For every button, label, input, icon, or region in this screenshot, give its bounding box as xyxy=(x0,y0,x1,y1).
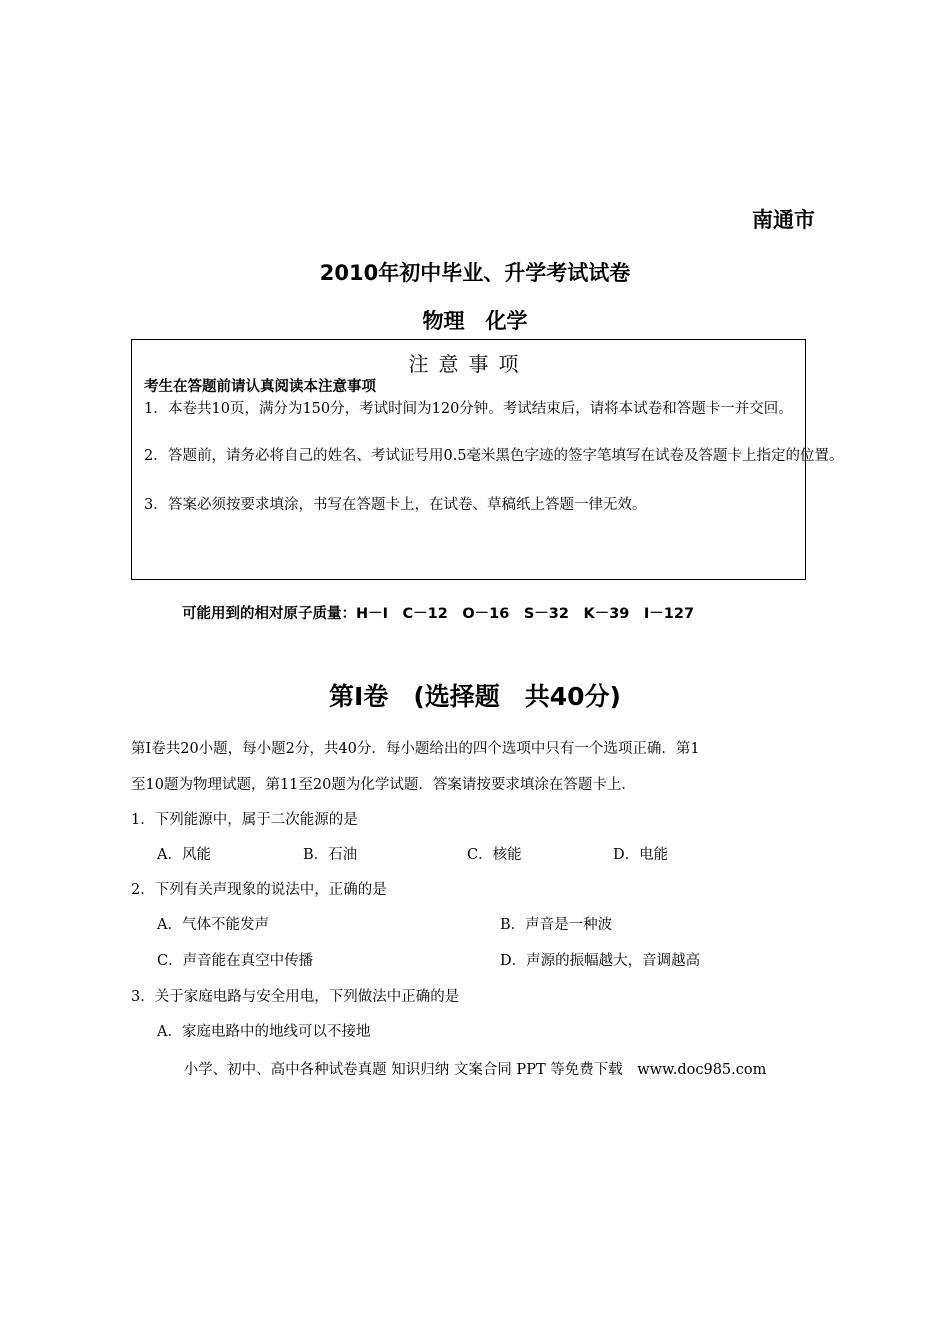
question-stem: 1．下列能源中，属于二次能源的是 xyxy=(131,812,358,828)
notice-subheading: 考生在答题前请认真阅读本注意事项 xyxy=(144,379,376,395)
section-title: 第Ⅰ卷 (选择题 共40分) xyxy=(329,682,621,711)
city-name: 南通市 xyxy=(752,208,815,232)
section-intro-line: 至10题为物理试题，第11至20题为化学试题．答案请按要求填涂在答题卡上． xyxy=(131,777,636,793)
notice-item-text: 答题前，请务必将自己的姓名、考试证号用0.5毫米黑色字迹的签字笔填写在试卷及答题卡上指定的位置。 xyxy=(168,448,844,464)
notice-item-number: 1． xyxy=(144,401,168,417)
notice-item-number: 3． xyxy=(144,497,168,513)
notice-heading: 注意事项 xyxy=(408,352,529,376)
footer-note: 小学、初中、高中各种试卷真题 知识归纳 文案合同 PPT 等免费下载 www.doc985.com xyxy=(183,1062,767,1078)
question-option: A．风能 xyxy=(157,847,211,863)
question-option: C．核能 xyxy=(467,847,522,863)
notice-item xyxy=(144,493,804,517)
question-option: D．电能 xyxy=(613,847,669,863)
question-stem: 2．下列有关声现象的说法中，正确的是 xyxy=(131,882,387,898)
question-option: B．声音是一种波 xyxy=(500,917,613,933)
question-option: B．石油 xyxy=(303,847,358,863)
question-option: A．家庭电路中的地线可以不接地 xyxy=(157,1024,371,1040)
notice-item-text: 答案必须按要求填涂，书写在答题卡上，在试卷、草稿纸上答题一律无效。 xyxy=(168,497,647,513)
question-option: C．声音能在真空中传播 xyxy=(157,953,314,969)
exam-title: 2010年初中毕业、升学考试试卷 xyxy=(319,261,631,285)
notice-item xyxy=(144,444,844,468)
notice-item-number: 2． xyxy=(144,448,168,464)
question-stem: 3．关于家庭电路与安全用电，下列做法中正确的是 xyxy=(131,989,460,1005)
notice-item xyxy=(144,397,804,421)
section-intro-line: 第Ⅰ卷共20小题，每小题2分，共40分．每小题给出的四个选项中只有一个选项正确．第1 xyxy=(131,741,700,757)
subjects-title: 物理 化学 xyxy=(422,309,528,333)
question-option: D．声源的振幅越大，音调越高 xyxy=(500,953,701,969)
atomic-masses: 可能用到的相对原子质量：H－I C－12 O－16 S－32 K－39 I－127 xyxy=(182,606,695,622)
notice-box xyxy=(131,339,844,580)
question-option: A．气体不能发声 xyxy=(157,917,269,933)
notice-item-text: 本卷共10页，满分为150分，考试时间为120分钟。考试结束后，请将本试卷和答题卡一并交回。 xyxy=(168,401,793,417)
